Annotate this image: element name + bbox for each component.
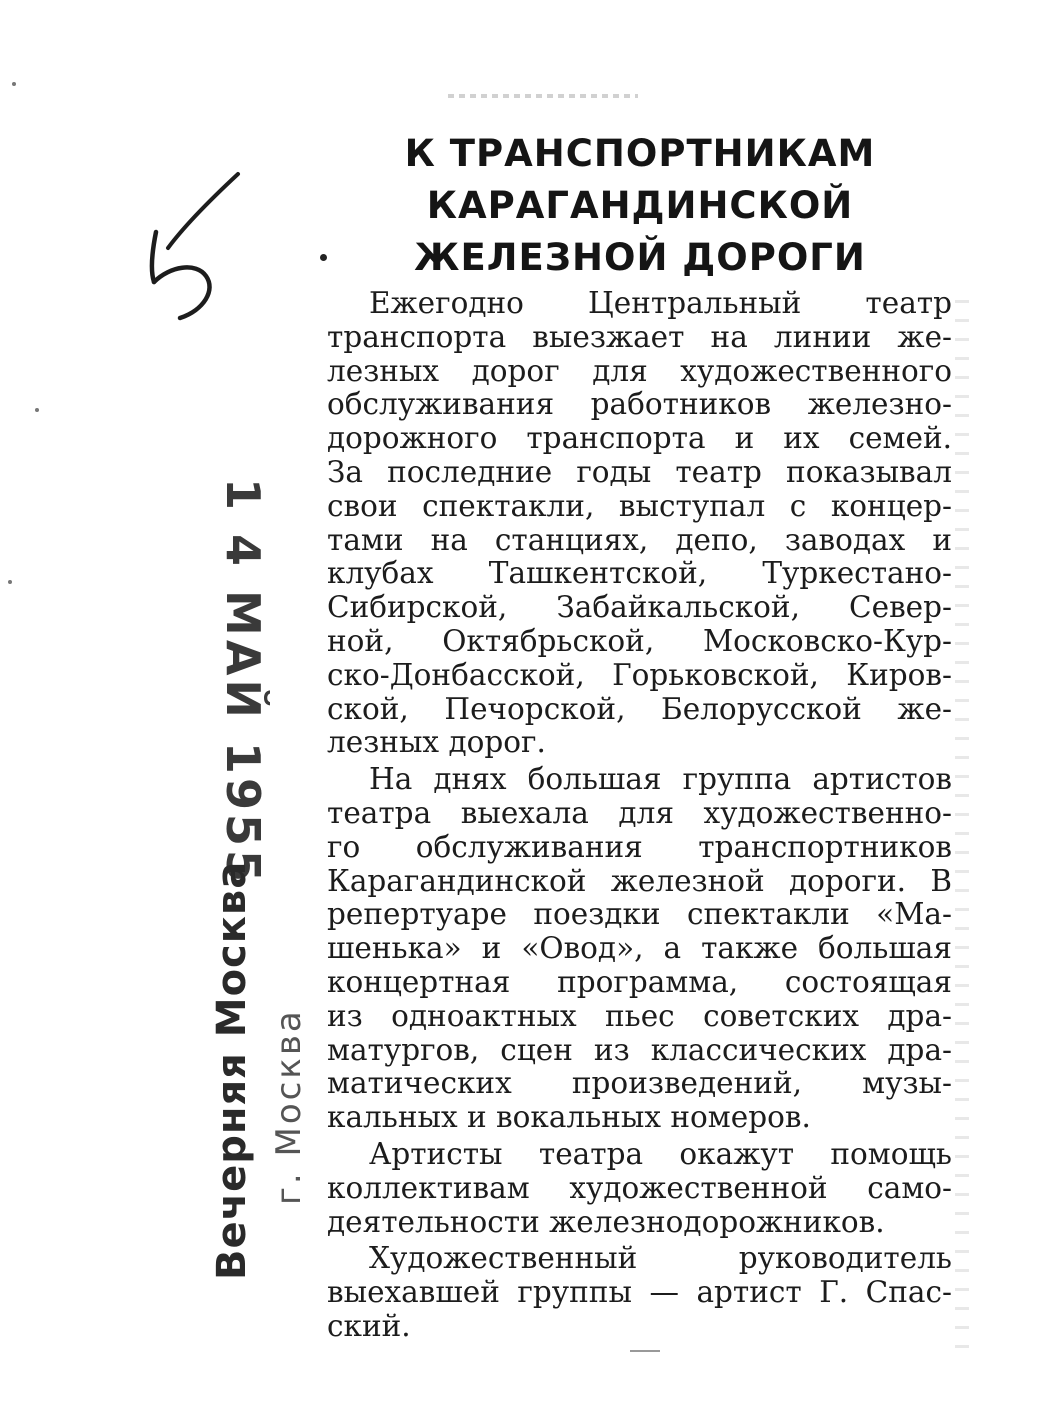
text-line: матических произведений, музы- bbox=[327, 1067, 952, 1101]
text-line: ский. bbox=[327, 1309, 411, 1343]
text-line: Сибирской, Забайкальской, Север- bbox=[327, 591, 952, 625]
text-line: Карагандинской железной дороги. В bbox=[327, 864, 952, 898]
clipping-edge-marks bbox=[955, 300, 969, 1350]
text-line: коллективам художественной само- bbox=[327, 1171, 952, 1205]
stamp-newspaper-name: Вечерняя Москва bbox=[209, 860, 255, 1280]
text-line: ской, Печорской, Белорусской же- bbox=[327, 692, 952, 726]
paragraph bbox=[327, 1138, 952, 1239]
headline-line: ЖЕЛЕЗНОЙ ДОРОГИ bbox=[414, 236, 866, 279]
bottom-rule bbox=[630, 1350, 660, 1352]
text-line: Художественный руководитель bbox=[369, 1242, 952, 1276]
text-line: из одноактных пьес советских дра- bbox=[327, 999, 952, 1033]
text-line: лезных дорог для художественного bbox=[327, 354, 952, 388]
text-line: ной, Октябрьской, Московско-Кур- bbox=[327, 624, 952, 658]
text-line: репертуаре поездки спектакли «Ма- bbox=[327, 898, 952, 932]
scan-speck bbox=[35, 408, 39, 412]
text-line: За последние годы театр показывал bbox=[327, 455, 952, 489]
paragraph bbox=[327, 1242, 952, 1343]
text-line: концертная программа, состоящая bbox=[327, 965, 952, 999]
text-line: выехавшей группы — артист Г. Спас- bbox=[327, 1276, 952, 1310]
paragraph bbox=[327, 763, 952, 1135]
text-line: Ежегодно Центральный театр bbox=[369, 287, 952, 320]
text-line: На днях большая группа артистов bbox=[369, 763, 952, 797]
scan-speck bbox=[12, 82, 16, 86]
text-line: матургов, сцен из классических дра- bbox=[327, 1033, 952, 1067]
scan-speck bbox=[8, 580, 12, 584]
text-line: Артисты театра окажут помощь bbox=[369, 1137, 952, 1171]
article-body bbox=[327, 287, 952, 1344]
text-line: го обслуживания транспортников bbox=[327, 830, 952, 864]
print-speckle bbox=[448, 94, 638, 98]
article-headline bbox=[330, 128, 950, 284]
bullet-dot bbox=[320, 254, 327, 261]
text-line: кальных и вокальных номеров. bbox=[327, 1101, 811, 1135]
headline-line: К ТРАНСПОРТНИКАМ bbox=[404, 132, 876, 175]
text-line: театра выехала для художественно- bbox=[327, 796, 952, 830]
text-line: тами на станциях, депо, заводах и bbox=[327, 523, 952, 557]
text-line: обслуживания работников железно- bbox=[327, 388, 952, 422]
source-stamp bbox=[165, 860, 309, 1285]
paragraph bbox=[327, 287, 952, 760]
text-line: деятельности железнодорожников. bbox=[327, 1205, 885, 1239]
text-line: свои спектакли, выступал с концер- bbox=[327, 489, 952, 523]
headline-line: КАРАГАНДИНСКОЙ bbox=[426, 184, 854, 227]
handwritten-numeral bbox=[140, 170, 250, 330]
text-line: дорожного транспорта и их семей. bbox=[327, 422, 952, 456]
date-stamp: 1 4 МАЙ 1955 bbox=[216, 478, 270, 886]
text-line: транспорта выезжает на линии же- bbox=[327, 320, 952, 354]
text-line: клубах Ташкентской, Туркестано- bbox=[327, 557, 952, 591]
stamp-city: г. Москва bbox=[269, 1008, 309, 1205]
text-line: лезных дорог. bbox=[327, 726, 546, 760]
text-line: шенька» и «Овод», а также большая bbox=[327, 932, 952, 966]
text-line: ско-Донбасской, Горьковской, Киров- bbox=[327, 658, 952, 692]
